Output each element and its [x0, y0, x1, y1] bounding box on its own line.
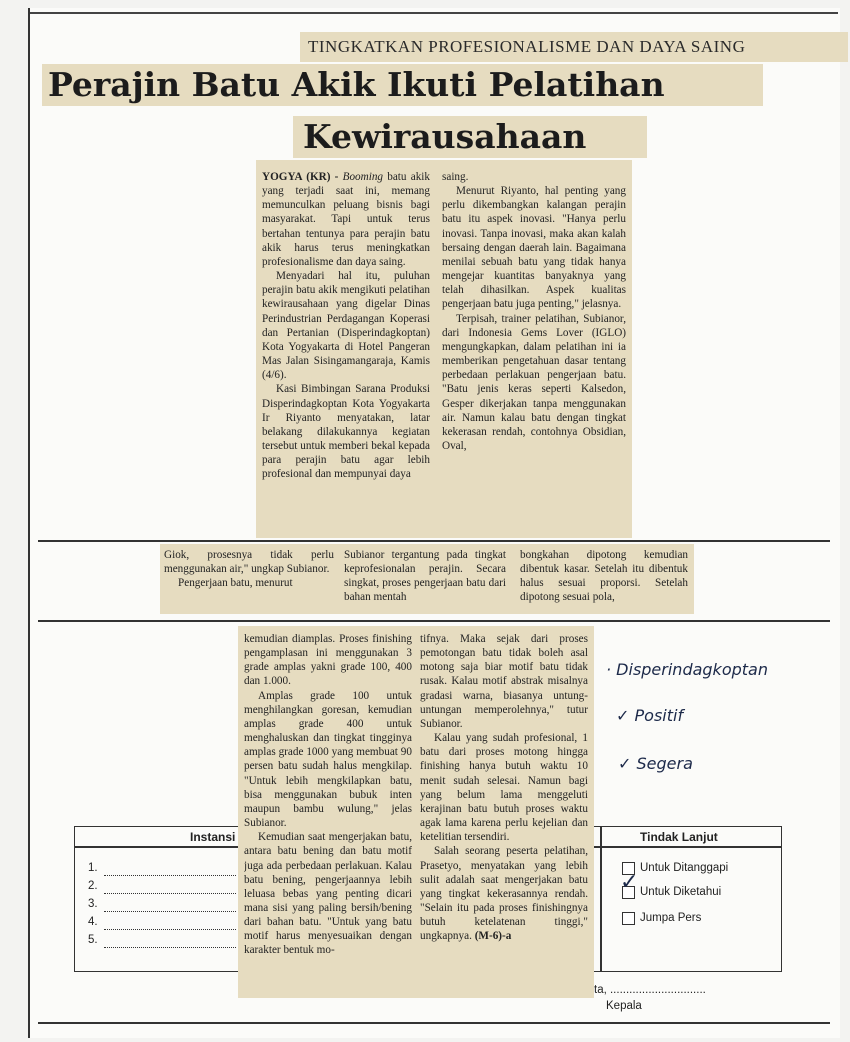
- instansi-number-1: 1.: [88, 862, 98, 874]
- byline-lead: Booming: [342, 171, 384, 183]
- section1-column-1: [262, 170, 430, 536]
- tindak-lanjut-label: Tindak Lanjut: [640, 830, 718, 844]
- instansi-dots-1[interactable]: [104, 875, 236, 876]
- section2-column-2: [344, 548, 506, 612]
- bottom-border: [38, 1022, 830, 1024]
- signoff: (M-6)-a: [474, 930, 512, 943]
- instansi-dots-2[interactable]: [104, 893, 236, 894]
- instansi-dots-3[interactable]: [104, 911, 236, 912]
- headline-line-2: Kewirausahaan: [293, 116, 647, 158]
- section2-col3-para-1: bongkahan dipotong kemudian dibentuk kasar. Setelah itu dibentuk halus sesuai proporsi. Setelah dipotong sesuai pola,: [520, 549, 688, 604]
- tindak-lanjut-box: [600, 826, 782, 972]
- handwritten-note-2: ✓ Positif: [616, 706, 684, 725]
- section1-col1-para-1: YOGYA (KR) - Booming batu akik yang terjadi saat ini, memang memunculkan peluang bisnis bagi masyarakat. Tapi untuk terus bertahan tentunya para perajin batu akik harus terus meningkatkan profesionalisme dan daya saing.: [262, 171, 430, 268]
- section1-column-2: [442, 170, 626, 536]
- section3-col1-para-2: Amplas grade 100 untuk menghilangkan goresan, kemudian amplas grade 400 untuk menghaluskan dan tingkat tingginya amplas grade 1000 yang membuat 90 persen batu sudah halus mengkilap. "Untuk lebih mengkilapkan batu, bisa menggunakan bubuk inten maupun bambu wulung," jelas Subianor.: [244, 689, 412, 830]
- section3-column-2: [420, 632, 588, 994]
- section1-col2-para-2: Menurut Riyanto, hal penting yang perlu dikembangkan kalangan perajin batu itu aspek inovasi. "Hanya perlu inovasi. Tanpa inovasi, maka akan kalah bersaing dengan daerah lain. Bagaimana menilai sebuah batu yang tidak hanya mengejar kuantitas banyaknya yang telah dihasilkan. Aspek kualitas pengerjaan batu juga penting," jelasnya.: [442, 185, 626, 311]
- section1-col1-para-3: Kasi Bimbingan Sarana Produksi Disperindagkoptan Kota Yogyakarta Ir Riyanto menyatakan, latar belakang dilakukannya kegiatan tersebut untuk memberi bekal kepada para perajin batu agar lebih profesional dan mempunyai daya: [262, 383, 430, 481]
- instansi-number-2: 2.: [88, 880, 98, 892]
- instansi-number-4: 4.: [88, 916, 98, 928]
- section3-column-1: [244, 632, 412, 994]
- section3-col1-para-1: kemudian diamplas. Proses finishing pengamplasan ini menggunakan 3 grade amplas yakni grade 100, 400 dan 1.000.: [244, 633, 412, 688]
- section2-col2-para-1: Subianor tergantung pada tingkat keprofesionalan perajin. Secara singkat, proses pengerjaan batu dari bahan mentah: [344, 549, 506, 604]
- option-label-1: Untuk Ditanggapi: [640, 862, 729, 874]
- option-checkbox-3[interactable]: [622, 912, 635, 925]
- section3-col2-para-2: Kalau yang sudah profesional, 1 batu dari proses motong hingga finishing hanya butuh waktu 10 menit sudah selesai. Namun bagi yang belum lama menggeluti kerajinan batu butuh proses waktu agak lama karena perlu kejelian dan ketelitian tersendiri.: [420, 732, 588, 844]
- instansi-dots-5[interactable]: [104, 947, 236, 948]
- option-label-3: Jumpa Pers: [640, 912, 702, 924]
- handwritten-note-1: · Disperindagkoptan: [606, 660, 768, 679]
- top-border: [30, 12, 838, 14]
- section2-column-1: [164, 548, 334, 612]
- check-icon: ✓: [618, 754, 632, 773]
- check-icon: ✓: [616, 706, 630, 725]
- instansi-number-5: 5.: [88, 934, 98, 946]
- section3-col2-para-3: Salah seorang peserta pelatihan, Prasetyo, menyatakan yang lebih sulit adalah saat mengerjakan batu yang tingkat kekerasannya rendah. "Selain itu pada proses finishingnya butuh ketelatenan tinggi," ungkapnya. (M-6)-a: [420, 845, 588, 943]
- section2-col1-para-1: Giok, prosesnya tidak perlu menggunakan air," ungkap Subianor.: [164, 549, 334, 576]
- section1-col2-para-3: Terpisah, trainer pelatihan, Subianor, dari Indonesia Gems Lover (IGLO) mengungkapkan, dalam pelatihan ini ia memberikan pengetahuan dasar tentang perbedaan perlakuan pengerjaan batu. "Batu jenis keras seperti Kalsedon, Gesper dikerjakan tanpa menggunakan air. Namun kalau batu dengan tingkat kekerasan rendah, contohnya Obsidian, Oval,: [442, 312, 626, 452]
- date-line: ta, ..............................: [594, 984, 706, 996]
- kepala-label: Kepala: [606, 1000, 642, 1012]
- instansi-number-3: 3.: [88, 898, 98, 910]
- section1-col1-para-2: Menyadari hal itu, puluhan perajin batu akik mengikuti pelatihan kewirausahaan yang digelar Dinas Perindustrian Perdagangan Koperasi dan Pertanian (Disperindagkoptan) Kota Yogyakarta di Hotel Pangeran Mas Jalan Sisingamangaraja, Kamis (4/6).: [262, 270, 430, 382]
- byline: YOGYA (KR) -: [262, 171, 339, 183]
- handwritten-note-3: ✓ Segera: [618, 754, 693, 773]
- instansi-dots-4[interactable]: [104, 929, 236, 930]
- option-label-2: Untuk Diketahui: [640, 886, 722, 898]
- headline-line-1: Perajin Batu Akik Ikuti Pelatihan: [42, 64, 763, 106]
- section1-col2-para-1: saing.: [442, 171, 469, 183]
- divider-1: [38, 540, 830, 542]
- instansi-label: Instansi: [190, 830, 236, 844]
- section3-col1-para-3: Kemudian saat mengerjakan batu, antara batu bening dan batu motif juga ada perbedaan perlakuan. Kalau batu bening, pengerjaannya lebih leluasa bebas yang penting dicari mana sisi yang paling bersih/bening dari bahan batu. "Untuk yang batu motif harus menyesuaikan dengan karakter bentuk mo-: [244, 831, 412, 957]
- section2-column-3: [520, 548, 688, 612]
- kicker: TINGKATKAN PROFESIONALISME DAN DAYA SAING: [300, 32, 848, 62]
- section3-col2-para-1: tifnya. Maka sejak dari proses pemotongan batu tidak boleh asal motong saja biar motif batu tidak rusak. Kalau motif abstrak misalnya gradasi warna, biasanya untung-untungan memperolehnya," tutur Subianor.: [420, 633, 588, 730]
- tindak-header-line: [600, 846, 782, 848]
- divider-2: [38, 620, 830, 622]
- section2-col1-para-2: Pengerjaan batu, menurut: [178, 577, 293, 590]
- checkmark-icon: ✓: [620, 870, 639, 895]
